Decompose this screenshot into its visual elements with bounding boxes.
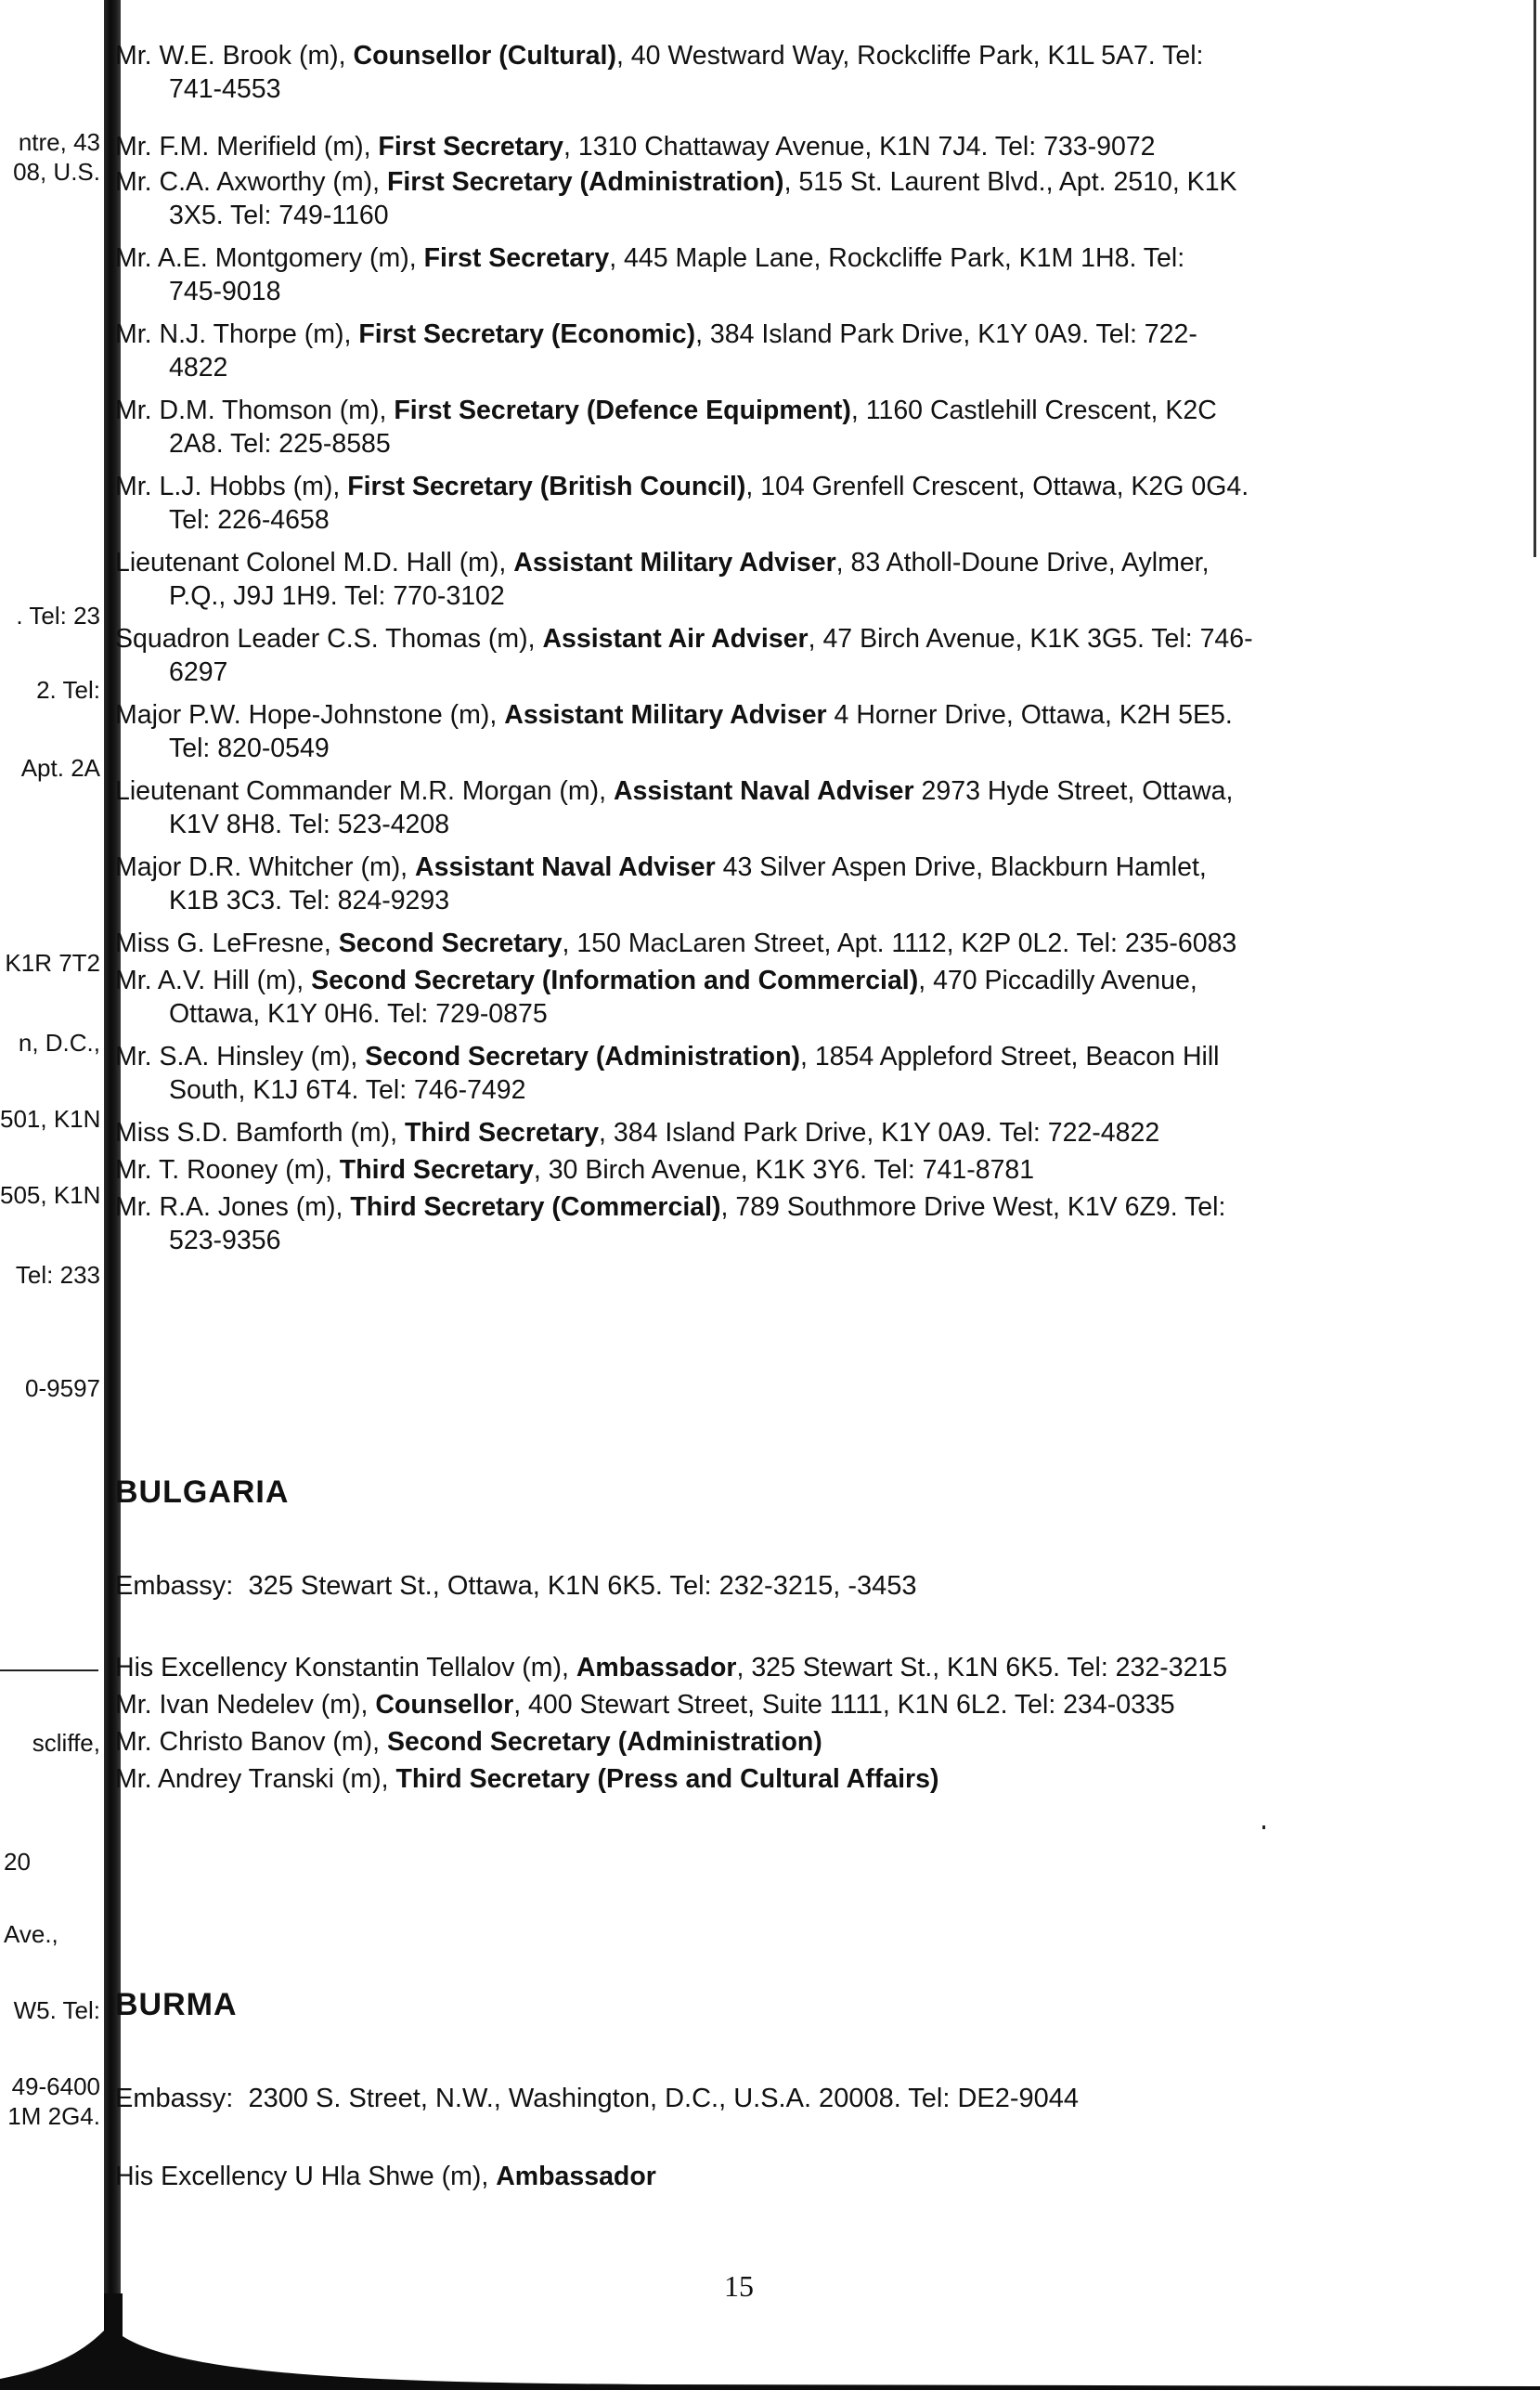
list-item: Squadron Leader C.S. Thomas (m), Assistant Air Adviser, 47 Birch Avenue, K1K 3G5. Tel: 746- 6297: [115, 624, 1253, 687]
list-item: Mr. Ivan Nedelev (m), Counsellor, 400 Stewart Street, Suite 1111, K1N 6L2. Tel: 234-0335: [115, 1690, 1175, 1720]
edge-fragment: 505, K1N: [0, 1181, 100, 1209]
edge-fragment: 1M 2G4.: [7, 2102, 100, 2130]
list-item: Mr. W.E. Brook (m), Counsellor (Cultural), 40 Westward Way, Rockcliffe Park, K1L 5A7. Tel: 741-4553: [115, 41, 1204, 104]
edge-fragment: scliffe,: [32, 1729, 100, 1757]
edge-fragment: . Tel: 23: [16, 602, 100, 630]
list-item: Miss S.D. Bamforth (m), Third Secretary, 384 Island Park Drive, K1Y 0A9. Tel: 722-4822: [115, 1118, 1160, 1148]
embassy-address: 325 Stewart St., Ottawa, K1N 6K5. Tel: 232-3215, -3453: [248, 1571, 917, 1601]
edge-fragment: 49-6400: [11, 2072, 100, 2100]
country-heading-bulgaria: BULGARIA: [115, 1474, 290, 1510]
edge-fragment: Tel: 233: [15, 1261, 100, 1289]
list-item: Mr. T. Rooney (m), Third Secretary, 30 Birch Avenue, K1K 3Y6. Tel: 741-8781: [115, 1155, 1035, 1185]
edge-fragment: n, D.C.,: [18, 1029, 100, 1057]
embassy-label: Embassy:: [115, 1571, 234, 1601]
list-item: Mr. N.J. Thorpe (m), First Secretary (Economic), 384 Island Park Drive, K1Y 0A9. Tel: 722- 4822: [115, 319, 1197, 383]
spine-base-shadow: [0, 2293, 1540, 2390]
embassy-label: Embassy:: [115, 2084, 234, 2113]
list-item: Mr. A.V. Hill (m), Second Secretary (Information and Commercial), 470 Piccadilly Avenue, Ottawa, K1Y 0H6. Tel: 729-0875: [115, 966, 1197, 1029]
embassy-address-bulgaria: [115, 1569, 917, 1603]
print-speck: [1262, 1825, 1265, 1829]
edge-fragment: 0-9597: [25, 1374, 100, 1402]
edge-fragment: Apt. 2A: [20, 754, 100, 782]
edge-fragment: 2. Tel:: [36, 676, 100, 704]
list-item: Mr. S.A. Hinsley (m), Second Secretary (Administration), 1854 Appleford Street, Beacon Hill South, K1J 6T4. Tel: 746-7492: [115, 1042, 1220, 1105]
edge-fragment: 08, U.S.: [13, 158, 100, 186]
list-item: Mr. A.E. Montgomery (m), First Secretary, 445 Maple Lane, Rockcliffe Park, K1M 1H8. Tel: 745-9018: [115, 243, 1185, 306]
list-item: His Excellency Konstantin Tellalov (m), Ambassador, 325 Stewart St., K1N 6K5. Tel: 232-3215: [115, 1653, 1228, 1682]
list-item: Mr. C.A. Axworthy (m), First Secretary (Administration), 515 St. Laurent Blvd., Apt. 2510, K1K 3X5. Tel: 749-1160: [115, 167, 1237, 230]
list-item: Mr. D.M. Thomson (m), First Secretary (Defence Equipment), 1160 Castlehill Crescent, K2C 2A8. Tel: 225-8585: [115, 396, 1217, 459]
edge-fragment: K1R 7T2: [5, 949, 100, 977]
list-item: Major D.R. Whitcher (m), Assistant Naval Adviser 43 Silver Aspen Drive, Blackburn Hamlet, K1B 3C3. Tel: 824-9293: [115, 852, 1207, 916]
edge-fragment: Ave.,: [4, 1920, 58, 1948]
list-item: Mr. Christo Banov (m), Second Secretary (Administration): [115, 1727, 822, 1757]
embassy-address: 2300 S. Street, N.W., Washington, D.C., U.S.A. 20008. Tel: DE2-9044: [248, 2084, 1080, 2113]
country-heading-burma: BURMA: [115, 1987, 238, 2022]
edge-fragment: 20: [4, 1848, 31, 1876]
list-item: Mr. R.A. Jones (m), Third Secretary (Commercial), 789 Southmore Drive West, K1V 6Z9. Tel: 523-9356: [115, 1192, 1226, 1255]
list-item: Miss G. LeFresne, Second Secretary, 150 MacLaren Street, Apt. 1112, K2P 0L2. Tel: 235-6083: [115, 929, 1237, 958]
edge-fragment: ntre, 43: [18, 128, 100, 156]
list-item: Mr. Andrey Transki (m), Third Secretary (Press and Cultural Affairs): [115, 1764, 939, 1794]
list-item: Mr. L.J. Hobbs (m), First Secretary (British Council), 104 Grenfell Crescent, Ottawa, K2G 0G4. Tel: 226-4658: [115, 472, 1249, 535]
list-item: Lieutenant Commander M.R. Morgan (m), Assistant Naval Adviser 2973 Hyde Street, Ottawa, K1V 8H8. Tel: 523-4208: [115, 776, 1234, 839]
list-item: Major P.W. Hope-Johnstone (m), Assistant Military Adviser 4 Horner Drive, Ottawa, K2H 5E5. Tel: 820-0549: [115, 700, 1233, 763]
list-item: His Excellency U Hla Shwe (m), Ambassador: [115, 2162, 656, 2191]
list-item: Lieutenant Colonel M.D. Hall (m), Assistant Military Adviser, 83 Atholl-Doune Drive, Aylmer, P.Q., J9J 1H9. Tel: 770-3102: [115, 548, 1210, 611]
embassy-address-burma: [115, 2082, 1079, 2115]
page-number: 15: [724, 2269, 754, 2303]
edge-fragment: 501, K1N: [0, 1105, 100, 1133]
edge-fragment: W5. Tel:: [13, 1996, 100, 2024]
list-item: Mr. F.M. Merifield (m), First Secretary, 1310 Chattaway Avenue, K1N 7J4. Tel: 733-9072: [115, 132, 1156, 162]
right-page-rule: [1534, 0, 1536, 557]
